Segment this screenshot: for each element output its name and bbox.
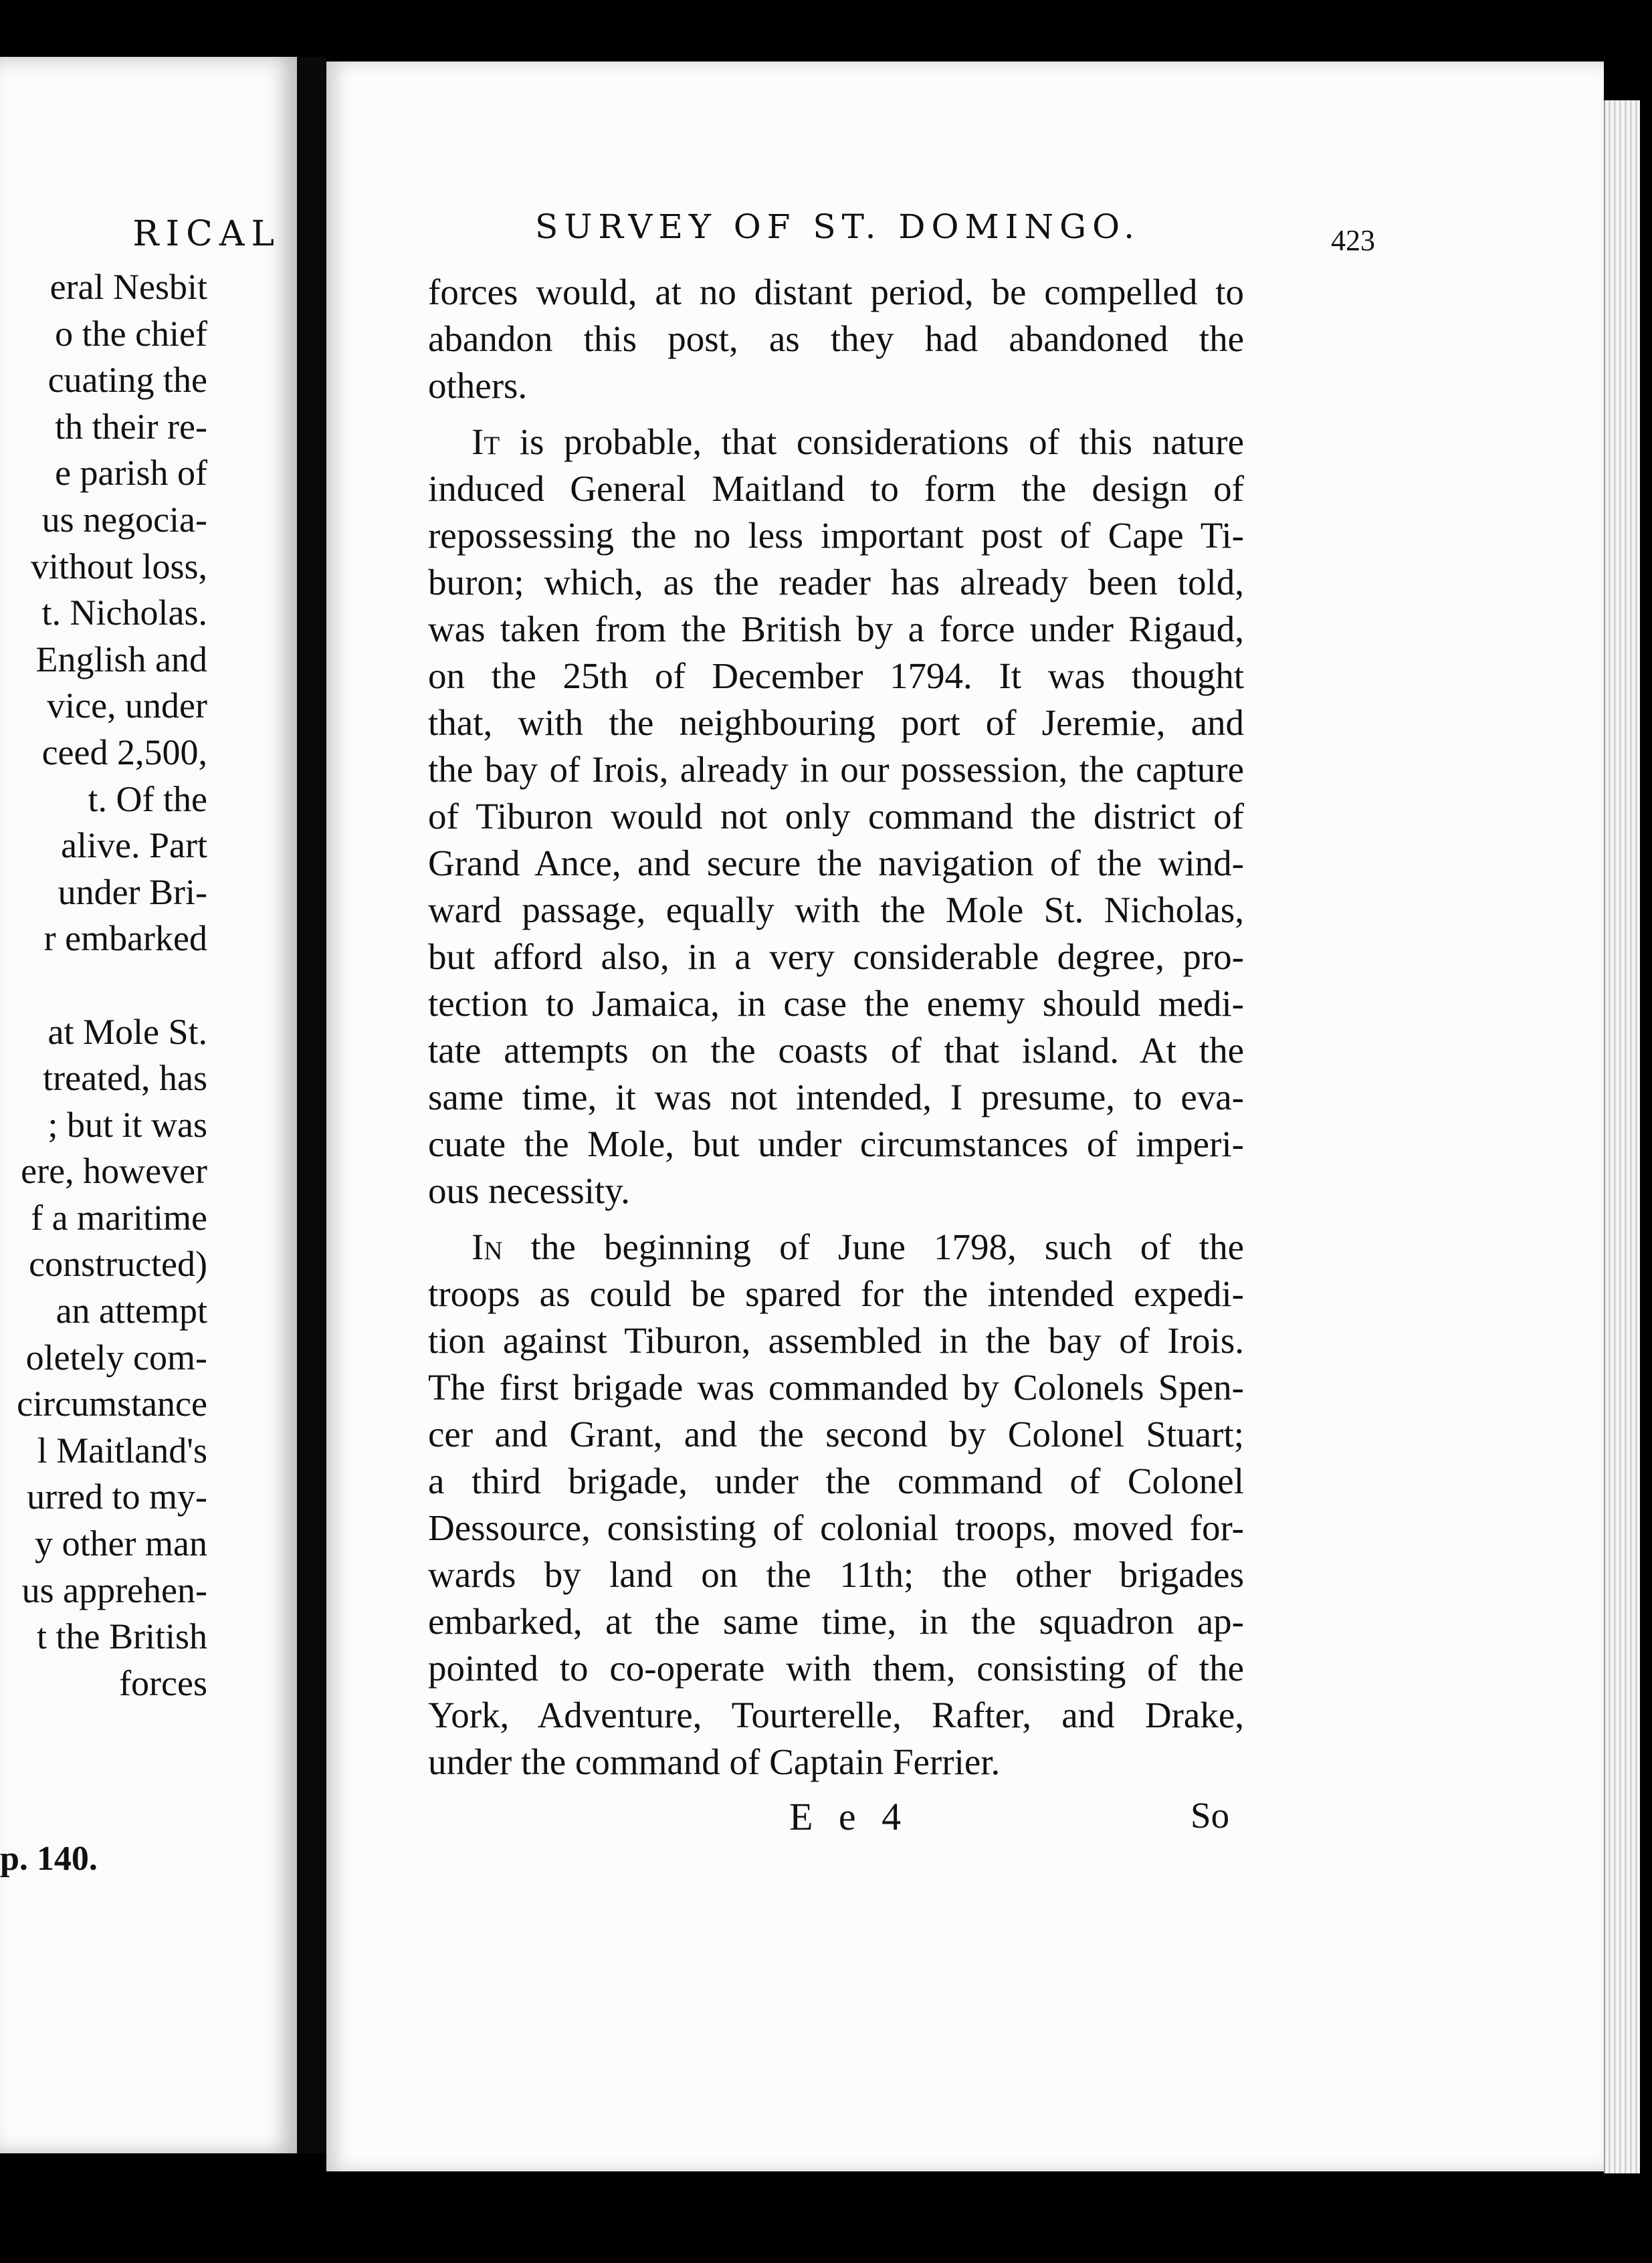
text-line [428,316,1244,362]
text-line-content: was taken from the British by a force under Rigaud, [428,609,1244,649]
text-line-content: Dessource, consisting of colonial troops, moved for- [428,1507,1244,1548]
text-line-content: abandon this post, as they had abandoned the [428,318,1244,359]
catchword: So [1191,1795,1230,1836]
left-page-line: l Maitland's [37,1430,207,1471]
text-line-content: that, with the neighbouring port of Jeremie, and [428,702,1244,743]
text-line [428,1505,1244,1551]
left-page-line: ; but it was [47,1104,207,1145]
text-line-content: forces would, at no distant period, be compelled to [428,272,1244,312]
text-line [428,1074,1244,1121]
printer-signature: E e 4 [789,1795,910,1838]
text-line [428,699,1244,746]
text-line-content: but afford also, in a very considerable degree, pro- [428,936,1244,977]
left-page-line: forces [119,1662,207,1703]
text-line-content: ward passage, equally with the Mole St. Nicholas, [428,889,1244,930]
text-line [428,362,1244,409]
text-line [428,559,1244,606]
left-page-line: ceed 2,500, [41,732,207,772]
text-line-content: buron; which, as the reader has already been told, [428,562,1244,603]
text-line [428,1364,1244,1411]
left-page-line: r embarked [43,918,207,959]
left-page-line: y other man [35,1523,207,1564]
text-line-content: troops as could be spared for the intended expedi- [428,1273,1244,1314]
text-line [428,1027,1244,1074]
text-line [428,934,1244,980]
text-line-content: repossessing the no less important post of Cape Ti- [428,515,1244,556]
left-page-line: ere, however [21,1151,207,1192]
text-line [428,1645,1244,1692]
left-page-line: o the chief [55,313,207,354]
text-line [428,606,1244,653]
text-line [428,1692,1244,1739]
left-page-line: English and [35,639,207,679]
text-line [428,653,1244,699]
text-line [428,512,1244,559]
text-line-content: embarked, at the same time, in the squadron ap- [428,1601,1244,1642]
text-line-content: ous necessity. [428,1170,630,1211]
text-line-content: of Tiburon would not only command the district of [428,796,1244,837]
text-line-content: is probable, that considerations of this nature [500,421,1244,462]
left-page-line: oletely com- [25,1337,207,1378]
text-line [428,746,1244,793]
left-page-line: urred to my- [27,1477,207,1517]
text-line [428,1121,1244,1168]
text-line-content: The first brigade was commanded by Colonels Spen- [428,1367,1244,1408]
left-page-line: constructed) [29,1244,207,1285]
left-page-line: eral Nesbit [49,267,207,307]
text-line [428,269,1244,316]
text-line [428,1168,1244,1214]
text-line [428,980,1244,1027]
text-line [428,840,1244,887]
text-line-content: York, Adventure, Tourterelle, Rafter, and Drake, [428,1695,1244,1735]
left-page-line: under Bri- [58,871,207,912]
binding-gutter [297,57,326,2153]
text-line [428,419,1244,465]
left-page-line: t the British [37,1616,207,1657]
left-page-line: e parish of [55,453,207,494]
left-page-line: t. Nicholas. [41,592,207,633]
text-line [428,1317,1244,1364]
text-line [428,1411,1244,1458]
text-line [428,1551,1244,1598]
left-page-line: vice, under [47,685,207,726]
left-page-line: at Mole St. [47,1011,207,1052]
page-number: 423 [1331,224,1375,257]
left-page-line: th their re- [55,406,207,447]
text-line [428,793,1244,840]
left-page-line: an attempt [56,1291,207,1331]
text-line-content: tection to Jamaica, in case the enemy should medi- [428,983,1244,1024]
left-page-text [0,264,207,1707]
text-line [428,465,1244,512]
text-line-content: tion against Tiburon, assembled in the bay of Irois. [428,1320,1244,1361]
text-line-content: on the 25th of December 1794. It was thought [428,655,1244,696]
left-footnote-ref: p. 140. [0,1840,98,1878]
text-line-content: tate attempts on the coasts of that island. At the [428,1030,1244,1071]
paragraph-lead-word: In [472,1226,503,1267]
text-line-content: the bay of Irois, already in our possession, the capture [428,749,1244,790]
text-line-content: cer and Grant, and the second by Colonel Stuart; [428,1414,1244,1454]
left-page-line: us negocia- [41,499,207,540]
left-page [0,57,297,2153]
text-line [428,1598,1244,1645]
left-page-line: vithout loss, [30,546,207,586]
page-edges [1604,100,1640,2173]
left-page-line: us apprehen- [21,1570,207,1610]
text-line-content: cuate the Mole, but under circumstances of imperi- [428,1123,1244,1164]
text-line [428,1224,1244,1271]
body-text [428,269,1244,1786]
text-line [428,1271,1244,1317]
left-page-line [0,962,207,1009]
text-line [428,887,1244,934]
text-line-content: a third brigade, under the command of Colonel [428,1461,1244,1501]
left-page-line: f a maritime [31,1197,207,1238]
text-line-content: wards by land on the 11th; the other brigades [428,1554,1244,1595]
paragraph-lead-word: It [472,421,500,462]
text-line [428,1739,1244,1786]
text-line-content: same time, it was not intended, I presume, to eva- [428,1077,1244,1117]
text-line-content: induced General Maitland to form the design of [428,468,1244,509]
text-line [428,1458,1244,1505]
left-page-line: cuating the [47,360,207,401]
left-page-line: treated, has [43,1058,207,1099]
text-line-content: pointed to co-operate with them, consisting of the [428,1648,1244,1689]
text-line-content: the beginning of June 1798, such of the [502,1226,1244,1267]
running-head: SURVEY OF ST. DOMINGO. [535,207,1141,246]
text-line-content: Grand Ance, and secure the navigation of the wind- [428,843,1244,883]
left-running-head: RICAL [132,214,281,254]
text-line-content: others. [428,365,528,406]
left-page-line: alive. Part [61,825,207,866]
text-line-content: under the command of Captain Ferrier. [428,1741,1001,1782]
left-page-line: t. Of the [88,778,207,819]
left-page-line: circumstance [17,1384,207,1424]
